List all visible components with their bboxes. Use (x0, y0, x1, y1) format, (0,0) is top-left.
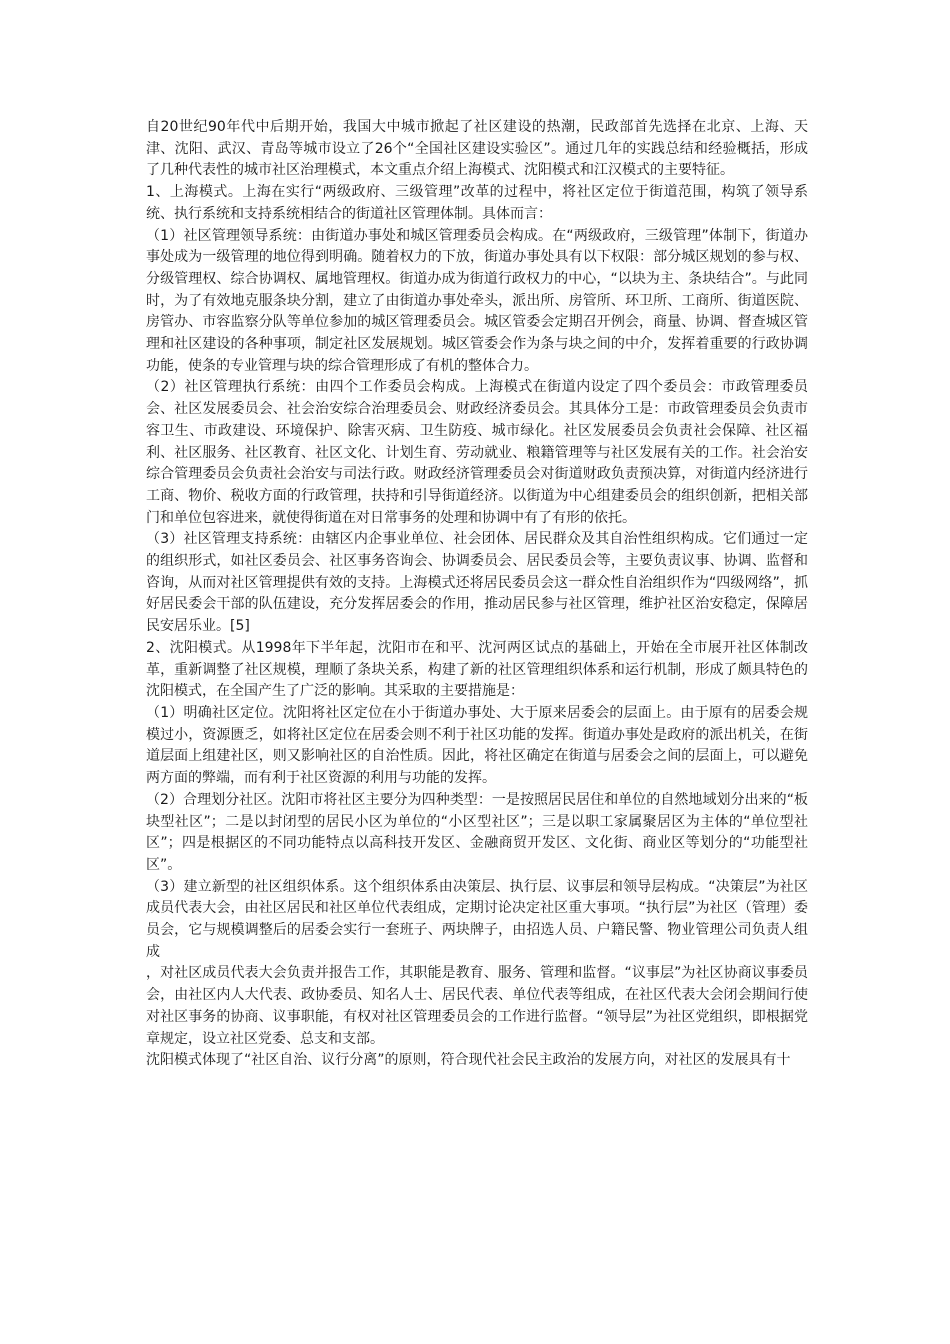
paragraph-shanghai-model: 1、上海模式。上海在实行“两级政府、三级管理”改革的过程中，将社区定位于街道范围，构筑了领导系统、执行系统和支持系统相结合的街道社区管理体制。具体而言： (146, 184, 808, 222)
paragraph-shanghai-execution-system: （2）社区管理执行系统：由四个工作委员会构成。上海模式在街道内设定了四个委员会：市政管理委员会、社区发展委员会、社会治安综合治理委员会、财政经济委员会。其具体分工是：市政管理委员会负责市容卫生、市政建设、环境保护、除害灭病、卫生防疫、城市绿化。社区发展委员会负责社会保障、社区福利、社区服务、社区教育、社区文化、计划生育、劳动就业、粮籍管理等与社区发展有关的工作。社会治安综合管理委员会负责社会治安与司法行政。财政经济管理委员会对街道财政负责预决算，对街道内经济进行工商、物价、税收方面的行政管理，扶持和引导街道经济。以街道为中心组建委员会的组织创新，把相关部门和单位包容进来，就使得街道在对日常事务的处理和协调中有了有形的依托。 (146, 379, 808, 526)
paragraph-shenyang-organization: （3）建立新型的社区组织体系。这个组织体系由决策层、执行层、议事层和领导层构成。“决策层”为社区成员代表大会，由社区居民和社区单位代表组成，定期讨论决定社区重大事项。“执行层”为社区（管理）委员会，它与规模调整后的居委会实行一套班子、两块牌子，由招选人员、户籍民警、物业管理公司负责人组成 (146, 878, 808, 960)
document-page (146, 117, 808, 1072)
paragraph-shanghai-leadership-system: （1）社区管理领导系统：由街道办事处和城区管理委员会构成。在“两级政府，三级管理”体制下，街道办事处成为一级管理的地位得到明确。随着权力的下放，街道办事处具有以下权限：部分城区规划的参与权、分级管理权、综合协调权、属地管理权。街道办成为街道行政权力的中心，“以块为主、条块结合”。与此同时，为了有效地克服条块分割，建立了由街道办事处牵头，派出所、房管所、环卫所、工商所、街道医院、房管办、市容监察分队等单位参加的城区管理委员会。城区管委会定期召开例会，商量、协调、督查城区管理和社区建设的各种事项，制定社区发展规划。城区管委会作为条与块之间的中介，发挥着重要的行政协调功能，使条的专业管理与块的综合管理形成了有机的整体合力。 (146, 227, 808, 374)
paragraph-shenyang-model: 2、沈阳模式。从1998年下半年起，沈阳市在和平、沈河两区试点的基础上，开始在全市展开社区体制改革，重新调整了社区规模，理顺了条块关系，构建了新的社区管理组织体系和运行机制，形成了颇具特色的沈阳模式，在全国产生了广泛的影响。其采取的主要措施是： (146, 639, 808, 700)
paragraph-shenyang-division: （2）合理划分社区。沈阳市将社区主要分为四种类型：一是按照居民居住和单位的自然地域划分出来的“板块型社区”；二是以封闭型的居民小区为单位的“小区型社区”；三是以职工家属聚居区为主体的“单位型社区”；四是根据区的不同功能特点以高科技开发区、金融商贸开发区、文化街、商业区等划分的“功能型社区”。 (146, 791, 808, 873)
paragraph-shanghai-support-system: （3）社区管理支持系统：由辖区内企事业单位、社会团体、居民群众及其自治性组织构成。它们通过一定的组织形式，如社区委员会、社区事务咨询会、协调委员会、居民委员会等，主要负责议事、协调、监督和咨询，从而对社区管理提供有效的支持。上海模式还将居民委员会这一群众性自治组织作为“四级网络”，抓好居民委会干部的队伍建设，充分发挥居委会的作用，推动居民参与社区管理，维护社区治安稳定，保障居民安居乐业。[5] (146, 531, 808, 635)
paragraph-intro: 自20世纪90年代中后期开始，我国大中城市掀起了社区建设的热潮，民政部首先选择在北京、上海、天津、沈阳、武汉、青岛等城市设立了26个“全国社区建设实验区”。通过几年的实践总结和经验概括，形成了几种代表性的城市社区治理模式，本文重点介绍上海模式、沈阳模式和江汉模式的主要特征。 (146, 119, 808, 179)
paragraph-shenyang-positioning: （1）明确社区定位。沈阳将社区定位在小于街道办事处、大于原来居委会的层面上。由于原有的居委会规模过小，资源匮乏，如将社区定位在居委会则不利于社区功能的发挥。街道办事处是政府的派出机关，在街道层面上组建社区，则又影响社区的自治性质。因此，将社区确定在街道与居委会之间的层面上，可以避免两方面的弊端，而有利于社区资源的利用与功能的发挥。 (146, 704, 808, 787)
paragraph-shenyang-summary: 沈阳模式体现了“社区自治、议行分离”的原则，符合现代社会民主政治的发展方向，对社区的发展具有十 (146, 1052, 791, 1069)
paragraph-shenyang-organization-continued: ，对社区成员代表大会负责并报告工作，其职能是教育、服务、管理和监督。“议事层”为社区协商议事委员会，由社区内人大代表、政协委员、知名人士、居民代表、单位代表等组成，在社区代表大会闭会期间行使对社区事务的协商、议事职能，有权对社区管理委员会的工作进行监督。“领导层”为社区党组织，即根据党章规定，设立社区党委、总支和支部。 (146, 965, 808, 1047)
